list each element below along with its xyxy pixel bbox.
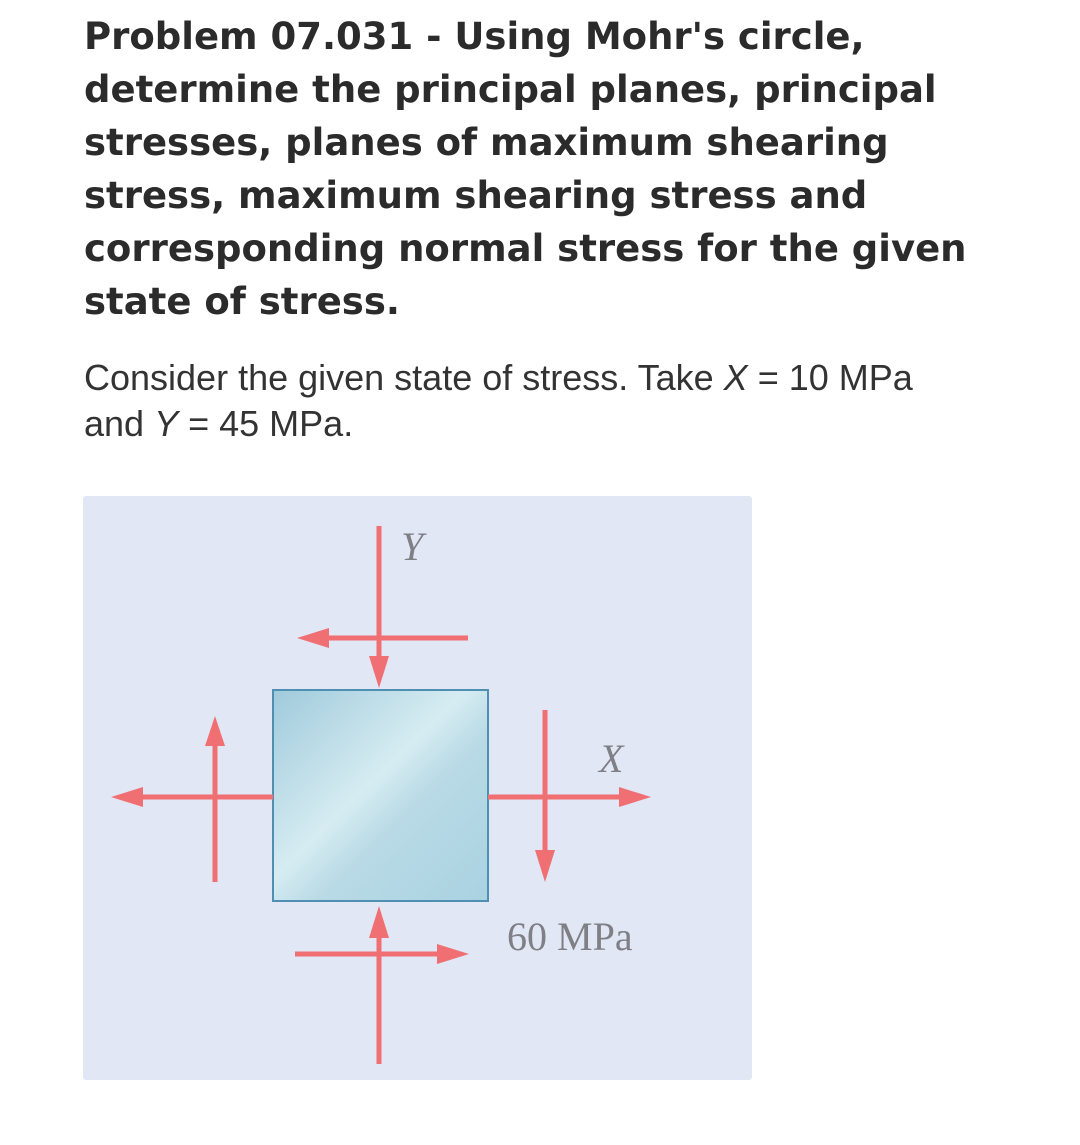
problem-title: Problem 07.031 - Using Mohr's circle, determine the principal planes, principal stresses, planes of maximum shearing stress, maximum shearing stress and corresponding normal stress for the given state of stress. <box>84 15 967 323</box>
left-shear-arrowhead <box>205 716 225 746</box>
bottom-shear-arrowhead <box>437 944 469 964</box>
statement-and: and <box>84 403 155 444</box>
value-y: = 45 MPa. <box>178 403 354 444</box>
label-y: Y <box>401 524 424 569</box>
value-x: = 10 MPa <box>747 357 913 398</box>
variable-x: X <box>723 357 748 398</box>
stress-element-figure <box>83 496 752 1080</box>
top-shear-arrowhead <box>297 628 329 648</box>
label-x: X <box>599 736 624 781</box>
bottom-normal-arrowhead <box>369 906 389 938</box>
top-normal-arrowhead <box>369 656 389 688</box>
variable-y: Y <box>154 403 179 444</box>
problem-statement <box>84 355 1044 447</box>
label-shear-stress: 60 MPa <box>507 914 633 959</box>
left-normal-arrowhead <box>111 787 143 807</box>
right-shear-arrowhead <box>535 850 555 882</box>
stress-element-square <box>273 690 488 901</box>
statement-intro: Consider the given state of stress. Take <box>84 357 724 398</box>
right-normal-arrowhead <box>619 787 651 807</box>
stress-diagram <box>83 496 752 1080</box>
